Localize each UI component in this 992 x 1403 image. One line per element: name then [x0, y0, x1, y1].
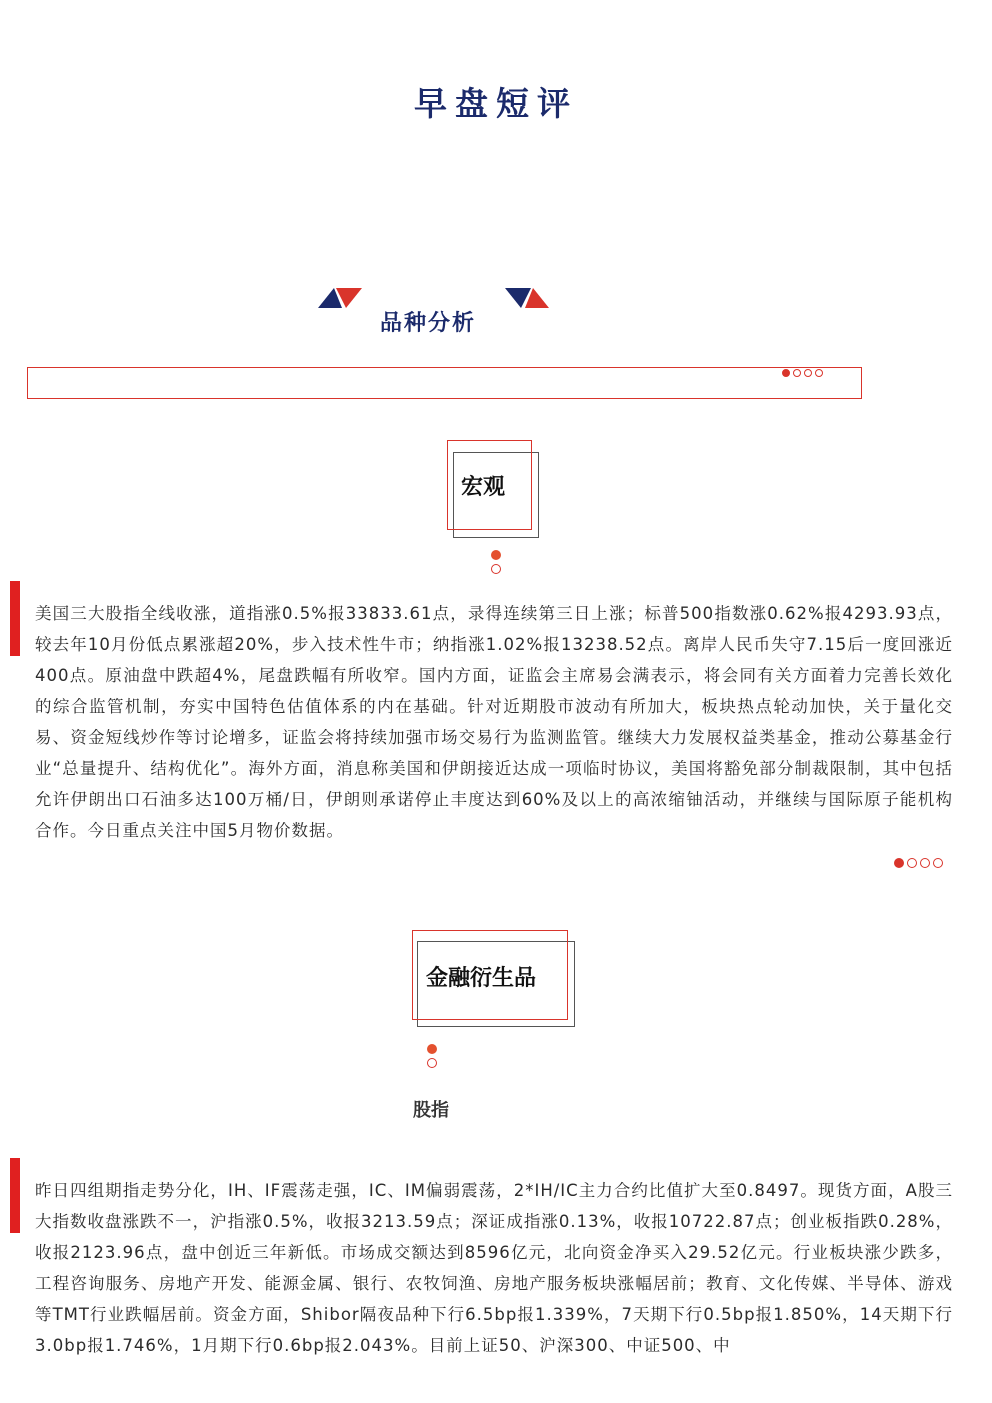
dot-icon: [920, 858, 930, 868]
dot-icon: [815, 369, 823, 377]
macro-accent-bar: [10, 581, 20, 656]
macro-dots-indicator: [491, 550, 501, 574]
dot-icon: [427, 1044, 437, 1054]
dot-icon: [793, 369, 801, 377]
dot-icon: [894, 858, 904, 868]
macro-end-dots-indicator: [894, 858, 943, 868]
derivatives-dots-indicator: [427, 1044, 437, 1068]
index-futures-subheading: 股指: [413, 1100, 449, 1121]
dot-icon: [804, 369, 812, 377]
derivatives-accent-bar: [10, 1158, 20, 1233]
left-triangle-decoration-icon: [318, 286, 362, 310]
section-divider-bar: [27, 367, 862, 399]
page-title: 早盘短评: [414, 84, 578, 123]
dot-icon: [782, 369, 790, 377]
dot-icon: [491, 564, 501, 574]
macro-paragraph: 美国三大股指全线收涨，道指涨0.5%报33833.61点，录得连续第三日上涨；标普500指数涨0.62%报4293.93点，较去年10月份低点累涨超20%，步入技术性牛市；纳指涨1.02%报13238.52点。离岸人民币失守7.15后一度回涨近400点。原油盘中跌超4%，尾盘跌幅有所收窄。国内方面，证监会主席易会满表示，将会同有关方面着力完善长效化的综合监管机制，夯实中国特色估值体系的内在基础。针对近期股市波动有所加大，板块热点轮动加快，关于量化交易、资金短线炒作等讨论增多，证监会将持续加强市场交易行为监测监管。继续大力发展权益类基金，推动公募基金行业“总量提升、结构优化”。海外方面，消息称美国和伊朗接近达成一项临时协议，美国将豁免部分制裁限制，其中包括允许伊朗出口石油多达100万桶/日，伊朗则承诺停止丰度达到60%及以上的高浓缩铀活动，并继续与国际原子能机构合作。今日重点关注中国5月物价数据。: [35, 604, 953, 840]
dot-icon: [491, 550, 501, 560]
derivatives-paragraph: 昨日四组期指走势分化，IH、IF震荡走强，IC、IM偏弱震荡，2*IH/IC主力合约比值扩大至0.8497。现货方面，A股三大指数收盘涨跌不一，沪指涨0.5%，收报3213.59点；深证成指涨0.13%，收报10722.87点；创业板指跌0.28%，收报2123.96点，盘中创近三年新低。市场成交额达到8596亿元，北向资金净买入29.52亿元。行业板块涨少跌多，工程咨询服务、房地产开发、能源金属、银行、农牧饲渔、房地产服务板块涨幅居前；教育、文化传媒、半导体、游戏等TMT行业跌幅居前。资金方面，Shibor隔夜品种下行6.5bp报1.339%，7天期下行0.5bp报1.850%，14天期下行3.0bp报1.746%，1月期下行0.6bp报2.043%。目前上证50、沪深300、中证500、中: [35, 1181, 953, 1355]
dot-icon: [933, 858, 943, 868]
dot-icon: [427, 1058, 437, 1068]
section-title: 品种分析: [380, 311, 477, 336]
derivatives-heading: 金融衍生品: [426, 966, 537, 991]
macro-heading: 宏观: [461, 475, 506, 500]
dot-icon: [907, 858, 917, 868]
bar-dots-indicator: [782, 369, 823, 377]
right-triangle-decoration-icon: [505, 286, 549, 310]
